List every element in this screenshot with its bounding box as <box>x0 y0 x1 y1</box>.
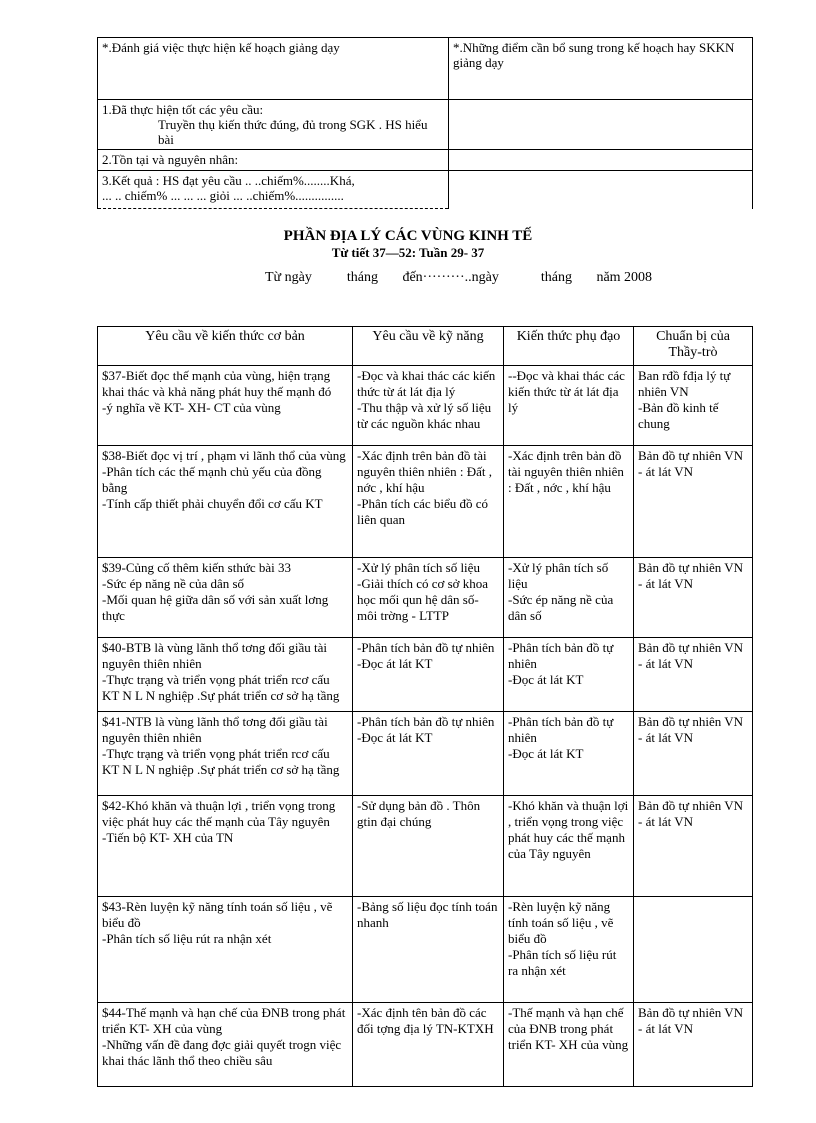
cell-line: Bản đồ tự nhiên VN <box>638 714 744 729</box>
cell-c1 <box>98 897 353 1003</box>
cell-line: Bản đồ tự nhiên VN <box>638 448 744 463</box>
cell-c3 <box>504 796 634 897</box>
cell-line: -Những vấn đề đang đợc giải quyết trogn việc khai thác lãnh thổ theo chiều sâu <box>102 1037 342 1068</box>
results-line-1: 3.Kết quả : HS đạt yêu cầu .. ..chiếm%........Khá, <box>102 173 355 188</box>
row-issues-notes <box>449 150 753 171</box>
cell-c3 <box>504 366 634 446</box>
cell-c4 <box>634 366 753 446</box>
cell-c3 <box>504 712 634 796</box>
cell-line: -Thu thập và xử lý số liệu từ các nguồn khác nhau <box>357 400 492 431</box>
cell-c4 <box>634 796 753 897</box>
cell-line: -Sức ép năng nề của dân số <box>508 592 614 623</box>
cell-c1 <box>98 712 353 796</box>
date-range-line: Từ ngày tháng đến·········..ngày tháng năm 2008 <box>265 270 653 285</box>
cell-c3 <box>504 446 634 558</box>
cell-line: - át lát VN <box>638 656 693 671</box>
cell-line: -Xác định tên bản đồ các đối tợng địa lý TN-KTXH <box>357 1005 494 1036</box>
cell-line: -Đọc át lát KT <box>357 656 433 671</box>
cell-line: -ý nghĩa về KT- XH- CT của vùng <box>102 400 281 415</box>
table-row <box>98 366 753 446</box>
cell-line: -Phân tích các biểu đồ có liên quan <box>357 496 489 527</box>
cell-line: -Phân tích số liệu rút ra nhận xét <box>102 931 272 946</box>
cell-line: Bản đồ tự nhiên VN <box>638 640 744 655</box>
cell-c3 <box>504 638 634 712</box>
cell-line: -Thực trạng và triển vọng phát triển rcơ cấu KT N L N nghiệp .Sự phát triển cơ sở hạ tầng <box>102 746 340 777</box>
table-row <box>98 1003 753 1087</box>
evaluation-table <box>97 37 753 209</box>
table-row <box>98 897 753 1003</box>
cell-line: -Phân tích bản đồ tự nhiên <box>508 640 614 671</box>
cell-c4 <box>634 1003 753 1087</box>
cell-line: -Đọc và khai thác các kiến thức từ át lát địa lý <box>357 368 496 399</box>
cell-line: -Khó khăn và thuận lợi , triển vọng trong việc phát huy các thế mạnh của Tây nguyên <box>508 798 629 861</box>
cell-line: -Bảng số liệu đọc tính toán nhanh <box>357 899 498 930</box>
cell-line: -Phân tích số liệu rút ra nhận xét <box>508 947 617 978</box>
section-title: PHẦN ĐỊA LÝ CÁC VÙNG KINH TẾ <box>283 228 533 244</box>
cell-line: -Đọc át lát KT <box>508 672 584 687</box>
cell-c2 <box>353 446 504 558</box>
cell-line: - át lát VN <box>638 576 693 591</box>
cell-line: $44-Thế mạnh và hạn chế của ĐNB trong phát triển KT- XH của vùng <box>102 1005 346 1036</box>
cell-c3 <box>504 558 634 638</box>
cell-line: -Xác định trên bản đồ tài nguyên thiên nhiên : Đất , nớc , khí hậu <box>508 448 624 495</box>
cell-line: -Tính cấp thiết phải chuyển đổi cơ cấu KT <box>102 496 323 511</box>
cell-line: -Giải thích có cơ sở khoa học mối qun hệ dân số- môi trờng - LTTP <box>357 576 489 623</box>
cell-line: -Sức ép năng nề của dân số <box>102 576 245 591</box>
section-subtitle: Từ tiết 37—52: Tuần 29- 37 <box>331 245 485 260</box>
cell-line: -Phân tích các thế mạnh chủ yếu của đồng bằng <box>102 464 322 495</box>
cell-line: $39-Củng cố thêm kiến sthức bài 33 <box>102 560 292 575</box>
cell-line: -Mối quan hệ giữa dân số với sản xuất lơng thực <box>102 592 329 623</box>
cell-line: $37-Biết đọc thế mạnh của vùng, hiện trạng khai thác và khả năng phát huy thế mạnh đó <box>102 368 332 399</box>
cell-c2 <box>353 712 504 796</box>
row-issues: 2.Tồn tại và nguyên nhân: <box>98 150 449 171</box>
cell-line: - át lát VN <box>638 1021 693 1036</box>
cell-c2 <box>353 1003 504 1087</box>
achieved-title: 1.Đã thực hiện tốt các yêu cầu: <box>102 102 264 117</box>
cell-c2 <box>353 366 504 446</box>
cell-c4 <box>634 897 753 1003</box>
header-tutoring: Kiến thức phụ đạo <box>504 327 634 366</box>
header-skills: Yêu cầu về kỹ năng <box>353 327 504 366</box>
row-results <box>98 171 449 209</box>
header-preparation: Chuẩn bị của Thầy-trò <box>634 327 753 366</box>
cell-c1 <box>98 638 353 712</box>
cell-line: $42-Khó khăn và thuận lợi , triển vọng trong việc phát huy các thế mạnh của Tây nguyên <box>102 798 336 829</box>
cell-c3 <box>504 1003 634 1087</box>
cell-line: - át lát VN <box>638 464 693 479</box>
cell-c2 <box>353 558 504 638</box>
table-row <box>98 558 753 638</box>
table-row <box>98 638 753 712</box>
cell-c1 <box>98 1003 353 1087</box>
cell-line: Bản đồ tự nhiên VN <box>638 798 744 813</box>
cell-line: -Đọc át lát KT <box>357 730 433 745</box>
cell-line: -Xử lý phân tích số liệu <box>357 560 480 575</box>
cell-line: -Phân tích bản đồ tự nhiên <box>357 640 495 655</box>
cell-line: - át lát VN <box>638 730 693 745</box>
cell-c4 <box>634 446 753 558</box>
cell-line: -Phân tích bản đồ tự nhiên <box>508 714 614 745</box>
cell-c2 <box>353 897 504 1003</box>
cell-c1 <box>98 796 353 897</box>
results-line-2: ... .. chiếm% ... ... ... giỏi ... ..chiếm%............... <box>102 188 344 203</box>
lesson-plan-body <box>98 366 753 1087</box>
cell-line: -Rèn luyện kỹ năng tính toán số liệu , vẽ biểu đồ <box>508 899 614 946</box>
evaluation-header: *.Đánh giá việc thực hiện kế hoạch giảng dạy <box>98 38 449 100</box>
cell-line: -Xử lý phân tích số liệu <box>508 560 609 591</box>
row-achieved <box>98 100 449 150</box>
table-row <box>98 446 753 558</box>
lesson-plan-table <box>97 326 753 1087</box>
cell-line: -Phân tích bản đồ tự nhiên <box>357 714 495 729</box>
cell-c1 <box>98 366 353 446</box>
table-row <box>98 712 753 796</box>
cell-line: - át lát VN <box>638 814 693 829</box>
cell-line: --Đọc và khai thác các kiến thức từ át lát địa lý <box>508 368 625 415</box>
additions-header: *.Những điểm cần bổ sung trong kế hoạch hay SKKN giảng dạy <box>449 38 753 100</box>
cell-c1 <box>98 446 353 558</box>
cell-line: Ban rđồ fđịa lý tự nhiên VN <box>638 368 731 399</box>
cell-c4 <box>634 712 753 796</box>
cell-line: -Đọc át lát KT <box>508 746 584 761</box>
cell-line: -Sử dụng bản đồ . Thôn gtin đại chúng <box>357 798 481 829</box>
cell-line: -Xác định trên bản đồ tài nguyên thiên nhiên : Đất , nớc , khí hậu <box>357 448 493 495</box>
cell-c4 <box>634 638 753 712</box>
cell-line: $40-BTB là vùng lãnh thổ tơng đối giầu tài nguyên thiên nhiên <box>102 640 327 671</box>
cell-line: -Thực trạng và triển vọng phát triển rcơ cấu KT N L N nghiệp .Sự phát triển cơ sở hạ tầng <box>102 672 340 703</box>
row-achieved-notes <box>449 100 753 150</box>
cell-c3 <box>504 897 634 1003</box>
cell-line: $41-NTB là vùng lãnh thổ tơng đối giầu tài nguyên thiên nhiên <box>102 714 328 745</box>
cell-c4 <box>634 558 753 638</box>
cell-line: Bản đồ tự nhiên VN <box>638 560 744 575</box>
cell-c2 <box>353 638 504 712</box>
cell-c2 <box>353 796 504 897</box>
cell-line: -Bản đồ kinh tế chung <box>638 400 719 431</box>
row-results-notes <box>449 171 753 209</box>
table-row <box>98 796 753 897</box>
cell-line: $43-Rèn luyện kỹ năng tính toán số liệu , vẽ biểu đồ <box>102 899 333 930</box>
cell-line: Bản đồ tự nhiên VN <box>638 1005 744 1020</box>
cell-line: -Thế mạnh và hạn chế của ĐNB trong phát triển KT- XH của vùng <box>508 1005 629 1052</box>
cell-c1 <box>98 558 353 638</box>
cell-line: -Tiến bộ KT- XH của TN <box>102 830 234 845</box>
header-knowledge: Yêu cầu về kiến thức cơ bản <box>98 327 353 366</box>
achieved-detail: Truyền thụ kiến thức đúng, đủ trong SGK . HS hiểu bài <box>158 117 428 147</box>
cell-line: $38-Biết đọc vị trí , phạm vi lãnh thổ của vùng <box>102 448 346 463</box>
